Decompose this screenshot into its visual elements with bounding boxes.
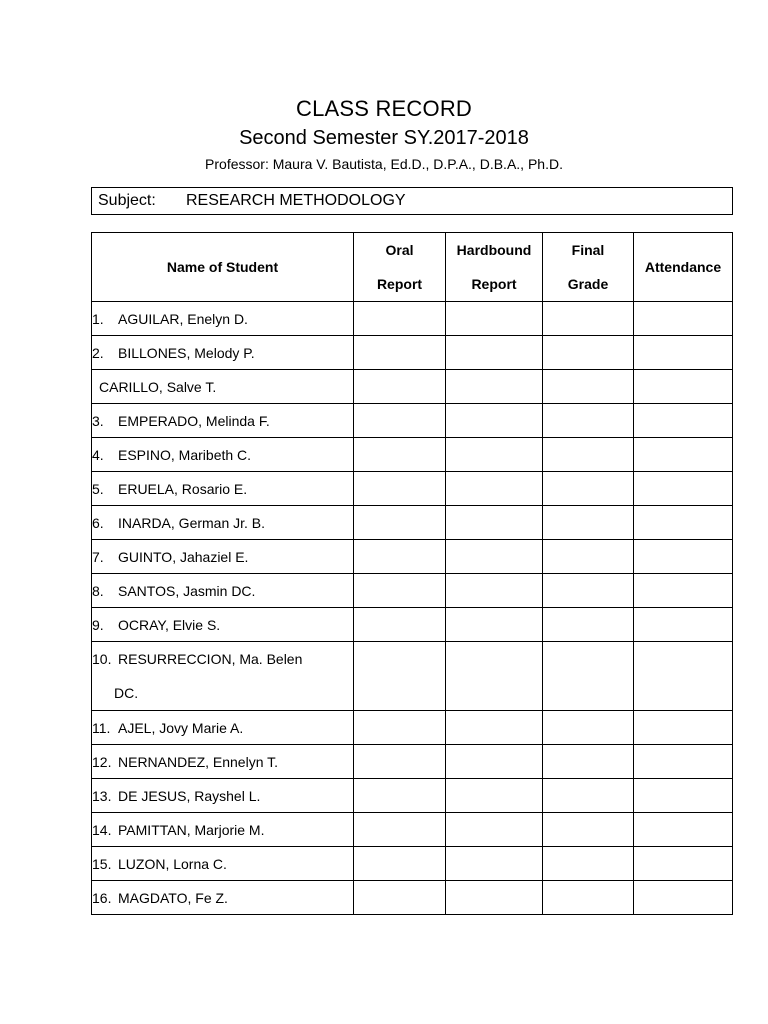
- student-name: MAGDATO, Fe Z.: [118, 889, 228, 906]
- student-name-cell: [92, 540, 354, 574]
- table-header-row: [92, 233, 733, 302]
- hardbound-report-cell: [446, 608, 543, 642]
- student-number: 8.: [92, 582, 104, 599]
- student-number: 16.: [92, 889, 112, 906]
- attendance-cell: [634, 404, 733, 438]
- student-number: 11.: [92, 719, 111, 736]
- student-number: 3.: [92, 412, 104, 429]
- hardbound-report-cell: [446, 642, 543, 711]
- student-number: 5.: [92, 480, 104, 497]
- col-header-final-grade: Final Grade: [543, 233, 634, 302]
- final-grade-cell: [543, 847, 634, 881]
- attendance-cell: [634, 370, 733, 404]
- attendance-cell: [634, 847, 733, 881]
- oral-report-cell: [354, 506, 446, 540]
- final-grade-cell: [543, 506, 634, 540]
- oral-report-cell: [354, 745, 446, 779]
- student-name: PAMITTAN, Marjorie M.: [118, 821, 265, 838]
- class-record-table: [91, 232, 733, 915]
- oral-report-cell: [354, 779, 446, 813]
- student-name: ERUELA, Rosario E.: [118, 480, 248, 497]
- col-header-name: Name of Student: [92, 233, 354, 302]
- final-grade-cell: [543, 779, 634, 813]
- attendance-cell: [634, 574, 733, 608]
- student-name-cell: [92, 438, 354, 472]
- attendance-cell: [634, 745, 733, 779]
- student-name-cell: [92, 608, 354, 642]
- student-number: 6.: [92, 514, 104, 531]
- student-name-cell: [92, 779, 354, 813]
- student-name: DE JESUS, Rayshel L.: [118, 787, 261, 804]
- hardbound-report-cell: [446, 540, 543, 574]
- student-name: RESURRECCION, Ma. Belen: [118, 651, 303, 667]
- semester-subtitle: Second Semester SY.2017-2018: [239, 127, 529, 149]
- attendance-cell: [634, 813, 733, 847]
- hardbound-report-cell: [446, 302, 543, 336]
- final-grade-cell: [543, 745, 634, 779]
- student-name-cell: [92, 336, 354, 370]
- student-name-cell: [92, 847, 354, 881]
- final-grade-cell: [543, 711, 634, 745]
- student-name-cell: [92, 472, 354, 506]
- attendance-cell: [634, 642, 733, 711]
- subject-label: Subject:: [98, 192, 156, 209]
- oral-report-cell: [354, 813, 446, 847]
- hardbound-report-cell: [446, 779, 543, 813]
- final-grade-cell: [543, 370, 634, 404]
- hardbound-report-cell: [446, 370, 543, 404]
- table-row: [92, 574, 733, 608]
- col-header-hardbound-report: Hardbound Report: [446, 233, 543, 302]
- oral-report-cell: [354, 370, 446, 404]
- oral-report-cell: [354, 881, 446, 915]
- student-name: CARILLO, Salve T.: [99, 378, 217, 395]
- table-row: [92, 779, 733, 813]
- student-name: OCRAY, Elvie S.: [118, 616, 221, 633]
- student-name-cell: [92, 813, 354, 847]
- table-row: [92, 404, 733, 438]
- attendance-cell: [634, 881, 733, 915]
- table-row: [92, 472, 733, 506]
- final-grade-cell: [543, 574, 634, 608]
- hardbound-report-cell: [446, 847, 543, 881]
- attendance-cell: [634, 302, 733, 336]
- final-grade-cell: [543, 813, 634, 847]
- attendance-cell: [634, 506, 733, 540]
- hardbound-report-cell: [446, 745, 543, 779]
- final-grade-cell: [543, 642, 634, 711]
- table-row: [92, 438, 733, 472]
- hardbound-report-cell: [446, 336, 543, 370]
- table-row: [92, 506, 733, 540]
- student-name-cell: [92, 506, 354, 540]
- student-number: 10.: [92, 651, 112, 667]
- oral-report-cell: [354, 472, 446, 506]
- student-name: SANTOS, Jasmin DC.: [118, 582, 256, 599]
- table-row: [92, 370, 733, 404]
- final-grade-cell: [543, 472, 634, 506]
- student-number: 13.: [92, 787, 112, 804]
- oral-report-cell: [354, 574, 446, 608]
- oral-report-cell: [354, 302, 446, 336]
- oral-report-cell: [354, 642, 446, 711]
- final-grade-cell: [543, 404, 634, 438]
- oral-report-cell: [354, 540, 446, 574]
- table-row: [92, 302, 733, 336]
- student-name-cell: [92, 711, 354, 745]
- attendance-cell: [634, 779, 733, 813]
- student-name: GUINTO, Jahaziel E.: [118, 548, 249, 565]
- subject-box: [91, 187, 733, 215]
- table-row: [92, 336, 733, 370]
- table-row: [92, 642, 733, 711]
- student-name-cell: [92, 745, 354, 779]
- table-row: [92, 540, 733, 574]
- table-row: [92, 745, 733, 779]
- attendance-cell: [634, 608, 733, 642]
- student-number: 9.: [92, 616, 104, 633]
- student-name-cell: [92, 302, 354, 336]
- hardbound-report-cell: [446, 472, 543, 506]
- oral-report-cell: [354, 404, 446, 438]
- table-body: [92, 302, 733, 915]
- student-number: 2.: [92, 344, 104, 361]
- attendance-cell: [634, 472, 733, 506]
- hardbound-report-cell: [446, 711, 543, 745]
- final-grade-cell: [543, 438, 634, 472]
- student-name: NERNANDEZ, Ennelyn T.: [118, 753, 279, 770]
- student-number: 12.: [92, 753, 112, 770]
- hardbound-report-cell: [446, 438, 543, 472]
- student-name-cell: [92, 642, 354, 711]
- hardbound-report-cell: [446, 813, 543, 847]
- student-name-cell: [92, 404, 354, 438]
- page-title: CLASS RECORD: [296, 96, 472, 121]
- hardbound-report-cell: [446, 506, 543, 540]
- oral-report-cell: [354, 336, 446, 370]
- oral-report-cell: [354, 608, 446, 642]
- col-header-oral-report: Oral Report: [354, 233, 446, 302]
- table-row: [92, 608, 733, 642]
- student-name-continuation: DC.: [114, 685, 139, 701]
- student-name: BILLONES, Melody P.: [118, 344, 255, 361]
- student-name: INARDA, German Jr. B.: [118, 514, 266, 531]
- table-row: [92, 813, 733, 847]
- student-name-cell: [92, 881, 354, 915]
- student-name: ESPINO, Maribeth C.: [118, 446, 252, 463]
- student-name-cell: [92, 574, 354, 608]
- final-grade-cell: [543, 608, 634, 642]
- final-grade-cell: [543, 336, 634, 370]
- student-number: 14.: [92, 821, 112, 838]
- student-name: LUZON, Lorna C.: [118, 855, 227, 872]
- student-number: 1.: [92, 310, 104, 327]
- col-header-attendance: Attendance: [634, 233, 733, 302]
- oral-report-cell: [354, 847, 446, 881]
- table-row: [92, 847, 733, 881]
- oral-report-cell: [354, 438, 446, 472]
- final-grade-cell: [543, 302, 634, 336]
- attendance-cell: [634, 336, 733, 370]
- attendance-cell: [634, 438, 733, 472]
- student-name: EMPERADO, Melinda F.: [118, 412, 270, 429]
- hardbound-report-cell: [446, 404, 543, 438]
- subject-value: RESEARCH METHODOLOGY: [186, 192, 406, 209]
- attendance-cell: [634, 711, 733, 745]
- student-number: 4.: [92, 446, 104, 463]
- table-row: [92, 711, 733, 745]
- student-name: AGUILAR, Enelyn D.: [118, 310, 248, 327]
- hardbound-report-cell: [446, 574, 543, 608]
- student-number: 15.: [92, 855, 112, 872]
- final-grade-cell: [543, 881, 634, 915]
- final-grade-cell: [543, 540, 634, 574]
- table-row: [92, 881, 733, 915]
- oral-report-cell: [354, 711, 446, 745]
- student-name-cell: [92, 370, 354, 404]
- professor-line: Professor: Maura V. Bautista, Ed.D., D.P.A., D.B.A., Ph.D.: [205, 156, 563, 172]
- student-number: 7.: [92, 548, 104, 565]
- attendance-cell: [634, 540, 733, 574]
- student-name: AJEL, Jovy Marie A.: [118, 719, 244, 736]
- hardbound-report-cell: [446, 881, 543, 915]
